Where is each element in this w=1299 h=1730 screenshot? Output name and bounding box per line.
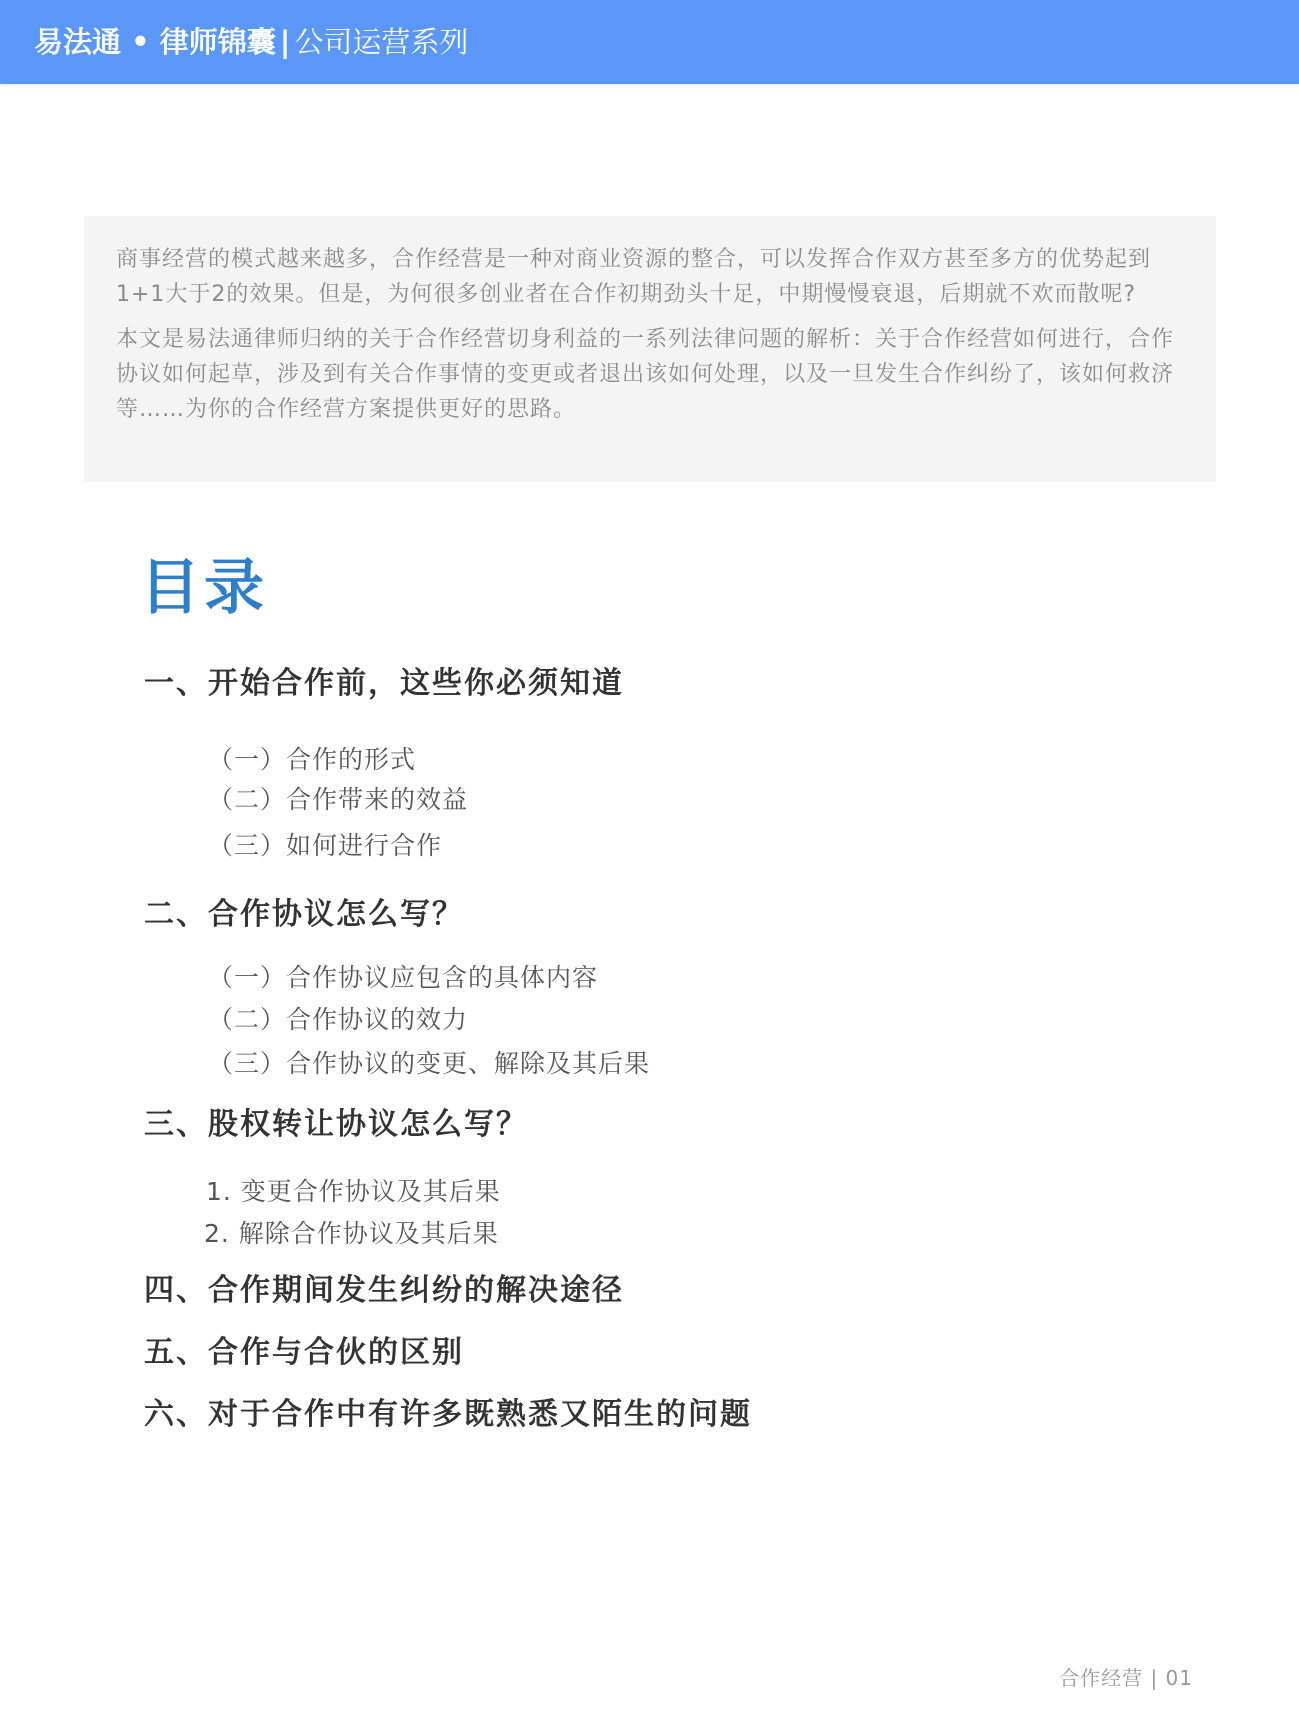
page-footer: 合作经营 | 01 bbox=[1059, 1666, 1193, 1690]
toc-item-3-1[interactable]: 1. 变更合作协议及其后果 bbox=[206, 1177, 501, 1206]
toc-item-1-1[interactable]: （一）合作的形式 bbox=[208, 745, 417, 774]
toc-section-1[interactable]: 一、开始合作前，这些你必须知道 bbox=[144, 666, 624, 701]
toc-item-2-2[interactable]: （二）合作协议的效力 bbox=[208, 1005, 469, 1034]
toc-item-1-3[interactable]: （三）如何进行合作 bbox=[208, 831, 443, 860]
toc-title: 目录 bbox=[140, 553, 268, 623]
toc-section-3[interactable]: 三、股权转让协议怎么写？ bbox=[144, 1107, 528, 1142]
header-bar bbox=[0, 0, 1299, 84]
toc-section-4[interactable]: 四、合作期间发生纠纷的解决途径 bbox=[144, 1273, 624, 1308]
toc-item-3-2[interactable]: 2. 解除合作协议及其后果 bbox=[204, 1219, 499, 1248]
toc-item-2-3[interactable]: （三）合作协议的变更、解除及其后果 bbox=[208, 1049, 651, 1078]
header-brand: 易法通 • 律师锦囊 bbox=[34, 25, 276, 59]
header-separator: | bbox=[279, 25, 291, 59]
toc-item-1-2[interactable]: （二）合作带来的效益 bbox=[208, 785, 469, 814]
toc-section-2[interactable]: 二、合作协议怎么写？ bbox=[144, 897, 464, 932]
header-series: 公司运营系列 bbox=[294, 25, 469, 59]
toc-section-5[interactable]: 五、合作与合伙的区别 bbox=[144, 1335, 464, 1370]
intro-paragraph-1: 商事经营的模式越来越多，合作经营是一种对商业资源的整合，可以发挥合作双方甚至多方的优势起到1+1大于2的效果。但是，为何很多创业者在合作初期劲头十足，中期慢慢衰退，后期就不欢而散呢? bbox=[116, 247, 1152, 307]
toc-item-2-1[interactable]: （一）合作协议应包含的具体内容 bbox=[208, 963, 599, 992]
intro-box bbox=[84, 216, 1216, 482]
toc-section-6[interactable]: 六、对于合作中有许多既熟悉又陌生的问题 bbox=[144, 1397, 752, 1432]
intro-paragraph-2: 本文是易法通律师归纳的关于合作经营切身利益的一系列法律问题的解析：关于合作经营如何进行，合作协议如何起草，涉及到有关合作事情的变更或者退出该如何处理，以及一旦发生合作纠纷了，该如何救济等……为你的合作经营方案提供更好的思路。 bbox=[116, 327, 1175, 422]
header-title bbox=[34, 22, 468, 62]
